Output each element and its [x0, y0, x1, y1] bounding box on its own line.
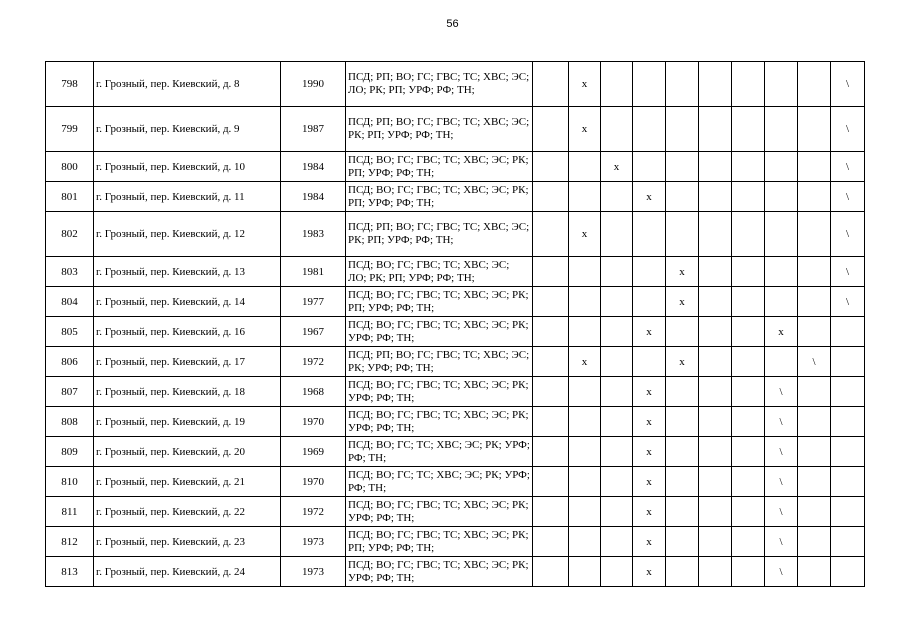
mark-cell: [666, 437, 699, 467]
mark-cell: [633, 152, 666, 182]
mark-cell: [732, 467, 765, 497]
mark-cell: [666, 317, 699, 347]
year-cell: 1973: [281, 557, 346, 587]
mark-cell: [569, 317, 601, 347]
mark-cell: [569, 497, 601, 527]
mark-cell: [699, 437, 732, 467]
mark-cell: [732, 437, 765, 467]
works-list-cell: ПСД; ВО; ГС; ГВС; ТС; ХВС; ЭС; РК; РП; УРФ; РФ; ТН;: [346, 152, 533, 182]
mark-cell: x: [633, 437, 666, 467]
mark-cell: \: [831, 152, 865, 182]
year-cell: 1968: [281, 377, 346, 407]
page-number: 56: [446, 18, 459, 30]
address-cell: г. Грозный, пер. Киевский, д. 14: [94, 287, 281, 317]
mark-cell: [533, 497, 569, 527]
mark-cell: [732, 107, 765, 152]
works-list-cell: ПСД; ВО; ГС; ГВС; ТС; ХВС; ЭС; РК; РП; УРФ; РФ; ТН;: [346, 182, 533, 212]
year-cell: 1969: [281, 437, 346, 467]
mark-cell: [798, 557, 831, 587]
mark-cell: [569, 527, 601, 557]
works-list-cell: ПСД; РП; ВО; ГС; ГВС; ТС; ХВС; ЭС; РК; УРФ; РФ; ТН;: [346, 347, 533, 377]
works-list-cell: ПСД; ВО; ГС; ГВС; ТС; ХВС; ЭС; РК; УРФ; РФ; ТН;: [346, 557, 533, 587]
mark-cell: x: [633, 317, 666, 347]
mark-cell: [699, 527, 732, 557]
mark-cell: [765, 107, 798, 152]
mark-cell: [765, 152, 798, 182]
mark-cell: [533, 407, 569, 437]
mark-cell: \: [765, 407, 798, 437]
mark-cell: [533, 182, 569, 212]
housing-table: [45, 61, 865, 587]
mark-cell: [798, 317, 831, 347]
mark-cell: \: [831, 212, 865, 257]
mark-cell: [633, 347, 666, 377]
works-list-cell: ПСД; РП; ВО; ГС; ГВС; ТС; ХВС; ЭС; РК; РП; УРФ; РФ; ТН;: [346, 107, 533, 152]
mark-cell: \: [765, 377, 798, 407]
mark-cell: [633, 62, 666, 107]
works-list-cell: ПСД; ВО; ГС; ТС; ХВС; ЭС; РК; УРФ; РФ; ТН;: [346, 467, 533, 497]
mark-cell: [699, 347, 732, 377]
mark-cell: \: [831, 182, 865, 212]
mark-cell: [601, 287, 633, 317]
mark-cell: \: [798, 347, 831, 377]
mark-cell: \: [831, 257, 865, 287]
mark-cell: [533, 527, 569, 557]
mark-cell: [601, 497, 633, 527]
year-cell: 1983: [281, 212, 346, 257]
mark-cell: x: [569, 62, 601, 107]
year-cell: 1984: [281, 182, 346, 212]
mark-cell: [533, 152, 569, 182]
mark-cell: x: [633, 557, 666, 587]
table-row: [46, 497, 865, 527]
mark-cell: [533, 317, 569, 347]
mark-cell: [569, 152, 601, 182]
address-cell: г. Грозный, пер. Киевский, д. 24: [94, 557, 281, 587]
mark-cell: [732, 347, 765, 377]
mark-cell: [798, 107, 831, 152]
mark-cell: [666, 62, 699, 107]
mark-cell: x: [569, 347, 601, 377]
mark-cell: [732, 182, 765, 212]
table-row: [46, 437, 865, 467]
mark-cell: [699, 407, 732, 437]
mark-cell: [831, 347, 865, 377]
year-cell: 1987: [281, 107, 346, 152]
mark-cell: [569, 467, 601, 497]
table-row: [46, 557, 865, 587]
table-row: [46, 62, 865, 107]
address-cell: г. Грозный, пер. Киевский, д. 13: [94, 257, 281, 287]
mark-cell: [569, 407, 601, 437]
address-cell: г. Грозный, пер. Киевский, д. 16: [94, 317, 281, 347]
works-list-cell: ПСД; ВО; ГС; ГВС; ТС; ХВС; ЭС; РК; УРФ; РФ; ТН;: [346, 377, 533, 407]
mark-cell: [732, 257, 765, 287]
mark-cell: [732, 212, 765, 257]
year-cell: 1972: [281, 497, 346, 527]
mark-cell: [765, 347, 798, 377]
mark-cell: [831, 377, 865, 407]
mark-cell: [533, 437, 569, 467]
mark-cell: [798, 407, 831, 437]
row-number: 802: [46, 212, 94, 257]
mark-cell: [699, 257, 732, 287]
mark-cell: [666, 182, 699, 212]
mark-cell: [569, 437, 601, 467]
mark-cell: [732, 62, 765, 107]
mark-cell: [666, 107, 699, 152]
housing-table-container: [45, 61, 865, 587]
table-row: [46, 287, 865, 317]
mark-cell: [798, 212, 831, 257]
row-number: 810: [46, 467, 94, 497]
mark-cell: [601, 62, 633, 107]
works-list-cell: ПСД; ВО; ГС; ГВС; ТС; ХВС; ЭС; РК; УРФ; РФ; ТН;: [346, 317, 533, 347]
row-number: 804: [46, 287, 94, 317]
mark-cell: [732, 497, 765, 527]
mark-cell: [666, 557, 699, 587]
mark-cell: [699, 287, 732, 317]
table-row: [46, 107, 865, 152]
mark-cell: [601, 182, 633, 212]
mark-cell: [765, 62, 798, 107]
mark-cell: [798, 152, 831, 182]
mark-cell: \: [765, 467, 798, 497]
address-cell: г. Грозный, пер. Киевский, д. 8: [94, 62, 281, 107]
table-row: [46, 407, 865, 437]
mark-cell: [601, 437, 633, 467]
mark-cell: [633, 107, 666, 152]
mark-cell: [601, 377, 633, 407]
mark-cell: x: [666, 287, 699, 317]
row-number: 801: [46, 182, 94, 212]
mark-cell: [533, 257, 569, 287]
mark-cell: \: [765, 497, 798, 527]
year-cell: 1977: [281, 287, 346, 317]
row-number: 811: [46, 497, 94, 527]
address-cell: г. Грозный, пер. Киевский, д. 20: [94, 437, 281, 467]
works-list-cell: ПСД; ВО; ГС; ГВС; ТС; ХВС; ЭС; РК; УРФ; РФ; ТН;: [346, 497, 533, 527]
mark-cell: [765, 287, 798, 317]
row-number: 806: [46, 347, 94, 377]
year-cell: 1984: [281, 152, 346, 182]
mark-cell: [533, 347, 569, 377]
table-row: [46, 377, 865, 407]
mark-cell: [533, 377, 569, 407]
row-number: 813: [46, 557, 94, 587]
table-row: [46, 347, 865, 377]
table-row: [46, 182, 865, 212]
mark-cell: [666, 467, 699, 497]
works-list-cell: ПСД; ВО; ГС; ГВС; ТС; ХВС; ЭС; ЛО; РК; РП; УРФ; РФ; ТН;: [346, 257, 533, 287]
mark-cell: x: [666, 347, 699, 377]
year-cell: 1970: [281, 467, 346, 497]
works-list-cell: ПСД; ВО; ГС; ГВС; ТС; ХВС; ЭС; РК; УРФ; РФ; ТН;: [346, 407, 533, 437]
row-number: 807: [46, 377, 94, 407]
mark-cell: [699, 467, 732, 497]
mark-cell: [765, 212, 798, 257]
mark-cell: [601, 407, 633, 437]
mark-cell: x: [569, 212, 601, 257]
mark-cell: x: [633, 377, 666, 407]
mark-cell: [601, 212, 633, 257]
row-number: 808: [46, 407, 94, 437]
table-row: [46, 527, 865, 557]
mark-cell: [798, 467, 831, 497]
mark-cell: x: [569, 107, 601, 152]
mark-cell: [601, 317, 633, 347]
mark-cell: [569, 557, 601, 587]
works-list-cell: ПСД; РП; ВО; ГС; ГВС; ТС; ХВС; ЭС; ЛО; РК; РП; УРФ; РФ; ТН;: [346, 62, 533, 107]
mark-cell: x: [666, 257, 699, 287]
row-number: 803: [46, 257, 94, 287]
mark-cell: [601, 347, 633, 377]
address-cell: г. Грозный, пер. Киевский, д. 10: [94, 152, 281, 182]
works-list-cell: ПСД; РП; ВО; ГС; ГВС; ТС; ХВС; ЭС; РК; РП; УРФ; РФ; ТН;: [346, 212, 533, 257]
mark-cell: [569, 182, 601, 212]
works-list-cell: ПСД; ВО; ГС; ГВС; ТС; ХВС; ЭС; РК; РП; УРФ; РФ; ТН;: [346, 527, 533, 557]
address-cell: г. Грозный, пер. Киевский, д. 21: [94, 467, 281, 497]
mark-cell: [699, 317, 732, 347]
mark-cell: [601, 527, 633, 557]
row-number: 798: [46, 62, 94, 107]
mark-cell: [633, 212, 666, 257]
mark-cell: [798, 377, 831, 407]
mark-cell: [765, 182, 798, 212]
mark-cell: [699, 212, 732, 257]
mark-cell: [831, 467, 865, 497]
address-cell: г. Грозный, пер. Киевский, д. 12: [94, 212, 281, 257]
mark-cell: [633, 287, 666, 317]
table-row: [46, 257, 865, 287]
mark-cell: [798, 182, 831, 212]
table-body: [46, 62, 865, 587]
address-cell: г. Грозный, пер. Киевский, д. 22: [94, 497, 281, 527]
mark-cell: x: [633, 407, 666, 437]
address-cell: г. Грозный, пер. Киевский, д. 19: [94, 407, 281, 437]
mark-cell: [831, 527, 865, 557]
address-cell: г. Грозный, пер. Киевский, д. 17: [94, 347, 281, 377]
mark-cell: [831, 317, 865, 347]
mark-cell: [798, 62, 831, 107]
mark-cell: [666, 497, 699, 527]
mark-cell: [831, 437, 865, 467]
year-cell: 1972: [281, 347, 346, 377]
mark-cell: [699, 152, 732, 182]
mark-cell: [533, 62, 569, 107]
mark-cell: [666, 527, 699, 557]
year-cell: 1970: [281, 407, 346, 437]
mark-cell: [798, 527, 831, 557]
works-list-cell: ПСД; ВО; ГС; ТС; ХВС; ЭС; РК; УРФ; РФ; ТН;: [346, 437, 533, 467]
mark-cell: [831, 497, 865, 527]
mark-cell: [831, 557, 865, 587]
mark-cell: [732, 527, 765, 557]
mark-cell: [765, 257, 798, 287]
mark-cell: [533, 467, 569, 497]
year-cell: 1973: [281, 527, 346, 557]
row-number: 800: [46, 152, 94, 182]
address-cell: г. Грозный, пер. Киевский, д. 18: [94, 377, 281, 407]
mark-cell: [699, 557, 732, 587]
mark-cell: [798, 437, 831, 467]
mark-cell: [601, 557, 633, 587]
row-number: 812: [46, 527, 94, 557]
address-cell: г. Грозный, пер. Киевский, д. 11: [94, 182, 281, 212]
table-row: [46, 152, 865, 182]
row-number: 805: [46, 317, 94, 347]
mark-cell: [732, 152, 765, 182]
mark-cell: x: [765, 317, 798, 347]
mark-cell: [533, 557, 569, 587]
mark-cell: \: [765, 527, 798, 557]
mark-cell: x: [633, 497, 666, 527]
mark-cell: [569, 257, 601, 287]
mark-cell: [732, 407, 765, 437]
mark-cell: [666, 407, 699, 437]
mark-cell: x: [633, 527, 666, 557]
mark-cell: [732, 377, 765, 407]
table-row: [46, 467, 865, 497]
mark-cell: [699, 497, 732, 527]
row-number: 809: [46, 437, 94, 467]
works-list-cell: ПСД; ВО; ГС; ГВС; ТС; ХВС; ЭС; РК; РП; УРФ; РФ; ТН;: [346, 287, 533, 317]
mark-cell: \: [765, 437, 798, 467]
mark-cell: [699, 107, 732, 152]
mark-cell: \: [765, 557, 798, 587]
mark-cell: [798, 287, 831, 317]
mark-cell: [533, 107, 569, 152]
mark-cell: [666, 212, 699, 257]
mark-cell: [569, 287, 601, 317]
mark-cell: [633, 257, 666, 287]
mark-cell: \: [831, 62, 865, 107]
mark-cell: [732, 317, 765, 347]
mark-cell: [732, 287, 765, 317]
table-row: [46, 317, 865, 347]
year-cell: 1967: [281, 317, 346, 347]
mark-cell: [732, 557, 765, 587]
mark-cell: [798, 497, 831, 527]
mark-cell: [666, 152, 699, 182]
mark-cell: [601, 107, 633, 152]
mark-cell: \: [831, 287, 865, 317]
address-cell: г. Грозный, пер. Киевский, д. 23: [94, 527, 281, 557]
mark-cell: [831, 407, 865, 437]
mark-cell: [699, 377, 732, 407]
mark-cell: x: [633, 467, 666, 497]
table-row: [46, 212, 865, 257]
mark-cell: [699, 62, 732, 107]
year-cell: 1990: [281, 62, 346, 107]
mark-cell: [569, 377, 601, 407]
mark-cell: [666, 377, 699, 407]
mark-cell: x: [601, 152, 633, 182]
mark-cell: x: [633, 182, 666, 212]
mark-cell: [601, 467, 633, 497]
mark-cell: [533, 287, 569, 317]
mark-cell: [533, 212, 569, 257]
address-cell: г. Грозный, пер. Киевский, д. 9: [94, 107, 281, 152]
mark-cell: [601, 257, 633, 287]
mark-cell: [699, 182, 732, 212]
mark-cell: [798, 257, 831, 287]
mark-cell: \: [831, 107, 865, 152]
year-cell: 1981: [281, 257, 346, 287]
row-number: 799: [46, 107, 94, 152]
